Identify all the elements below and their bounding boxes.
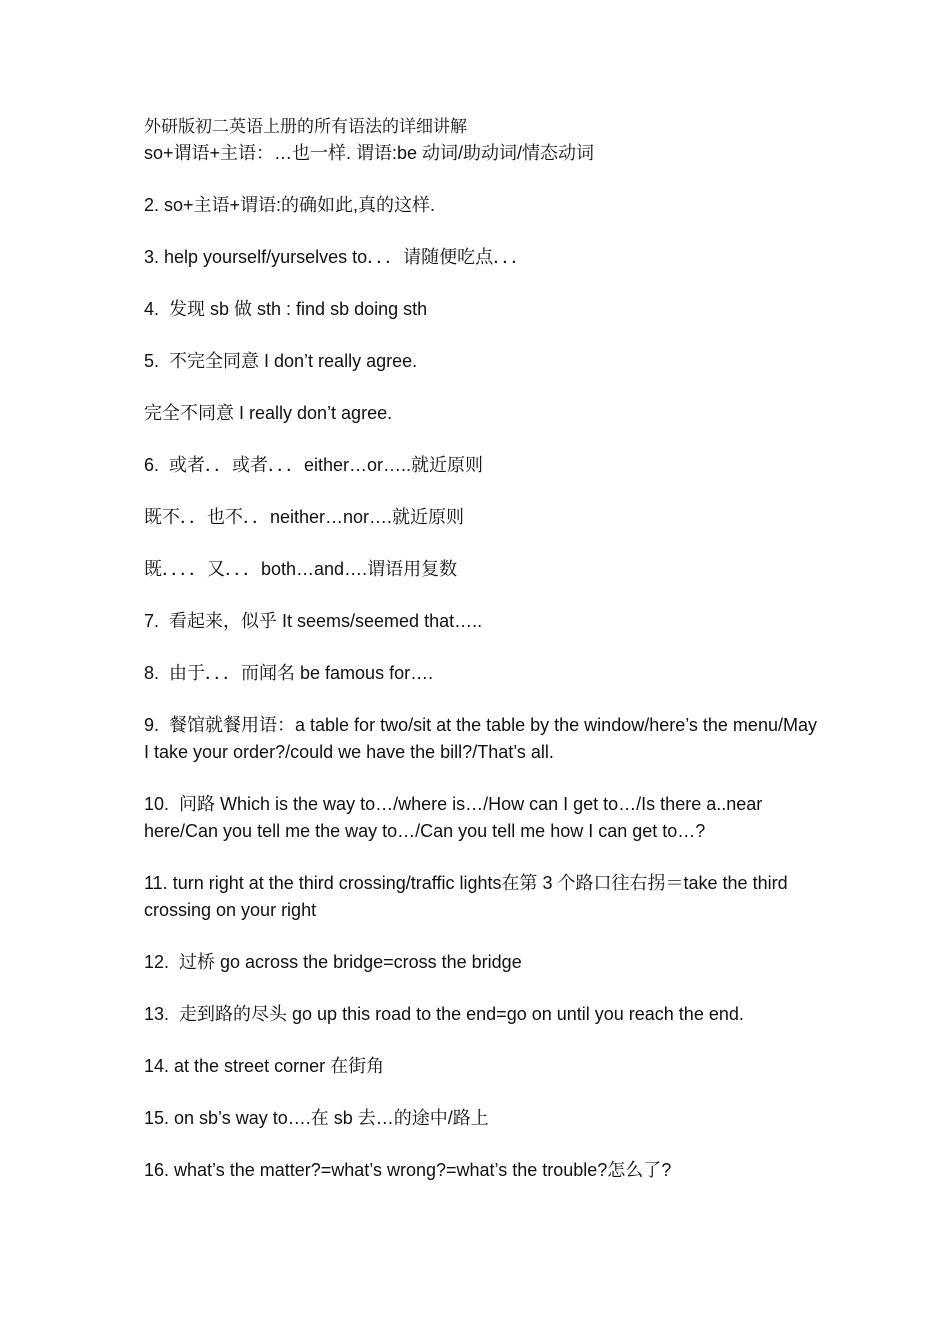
grammar-line-2: 2. so+主语+谓语:的确如此,真的这样. bbox=[144, 195, 436, 215]
grammar-line-so-predicate-subject: so+谓语+主语：…也一样. 谓语:be 动词/助动词/情态动词 bbox=[144, 143, 595, 163]
grammar-line-15: 15. on sb’s way to….在 sb 去…的途中/路上 bbox=[144, 1108, 489, 1128]
grammar-line-5b: 完全不同意 I really don’t agree. bbox=[144, 403, 393, 423]
grammar-line-6c: 既．．．．又．．．both…and….谓语用复数 bbox=[144, 559, 458, 579]
grammar-line-7: 7. 看起来，似乎 It seems/seemed that….. bbox=[144, 611, 483, 631]
document-title: 外研版初二英语上册的所有语法的详细讲解 bbox=[144, 117, 467, 137]
grammar-line-8: 8. 由于．．．而闻名 be famous for…. bbox=[144, 663, 434, 683]
grammar-line-4: 4. 发现 sb 做 sth : find sb doing sth bbox=[144, 299, 428, 319]
grammar-line-16: 16. what’s the matter?=what’s wrong?=what’s the trouble?怎么了? bbox=[144, 1160, 672, 1180]
grammar-line-12: 12. 过桥 go across the bridge=cross the bridge bbox=[144, 952, 522, 972]
grammar-line-6: 6. 或者．．或者．．．either…or…..就近原则 bbox=[144, 455, 484, 475]
grammar-line-10: 10. 问路 Which is the way to…/where is…/How can I get to…/Is there a..near here/Can you tell me the way to…/Can you tell me how I can get to…? bbox=[144, 794, 768, 841]
grammar-line-5: 5. 不完全同意 I don’t really agree. bbox=[144, 351, 418, 371]
grammar-line-3: 3. help yourself/yurselves to．．．请随便吃点．．． bbox=[144, 247, 530, 267]
grammar-line-6b: 既不．．也不．．neither…nor….就近原则 bbox=[144, 507, 465, 527]
grammar-line-11: 11. turn right at the third crossing/traffic lights在第 3 个路口往右拐＝take the third crossing on your right bbox=[144, 873, 793, 920]
grammar-line-13: 13. 走到路的尽头 go up this road to the end=go on until you reach the end. bbox=[144, 1004, 744, 1024]
grammar-line-9: 9. 餐馆就餐用语：a table for two/sit at the table by the window/here’s the menu/May I take your order?/could we have the bill?/That’s all. bbox=[144, 715, 822, 762]
document-body bbox=[144, 114, 824, 1184]
grammar-line-14: 14. at the street corner 在街角 bbox=[144, 1056, 385, 1076]
